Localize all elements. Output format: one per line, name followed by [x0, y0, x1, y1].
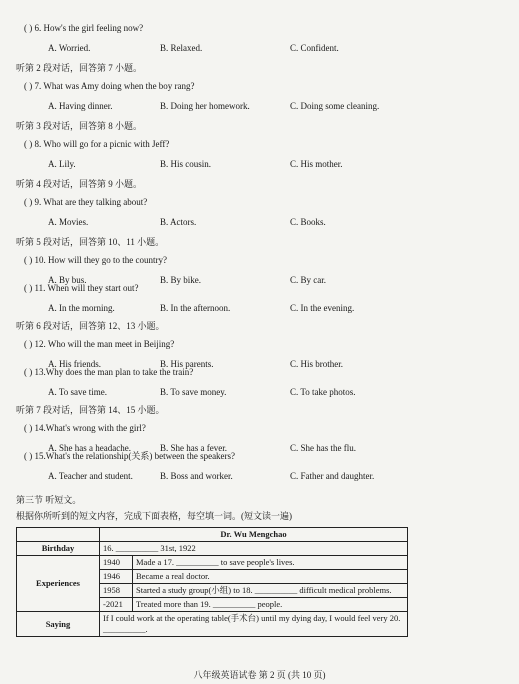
answer-option: C. To take photos. [290, 387, 356, 397]
saying-label: Saying [17, 612, 100, 637]
answer-option: B. By bike. [160, 275, 202, 285]
exp-text: Became a real doctor. [133, 570, 408, 584]
question-text: ( ) 15.What's the relationship(关系) between the speakers? [24, 451, 236, 461]
answer-option: A. Lily. [48, 159, 76, 169]
answer-option: B. Actors. [160, 217, 197, 227]
question-text: ( ) 6. How's the girl feeling now? [24, 23, 144, 33]
answer-option: A. Having dinner. [48, 101, 113, 111]
section-title: 第三节 听短文。 [16, 495, 82, 505]
saying-text: If I could work at the operating table(手术台) until my dying day, I would feel very 20. __________. [100, 612, 408, 637]
birthday-value: 16. __________ 31st, 1922 [100, 542, 408, 556]
experiences-label: Experiences [17, 556, 100, 612]
page-footer: 八年级英语试卷 第 2 页 (共 10 页) [193, 670, 326, 680]
exp-text: Treated more than 19. __________ people. [133, 598, 408, 612]
answer-option: C. His brother. [290, 359, 343, 369]
section-header: 听第 5 段对话，回答第 10、11 小题。 [16, 237, 165, 247]
answer-option: B. Doing her homework. [160, 101, 250, 111]
answer-option: A. Movies. [48, 217, 89, 227]
answer-option: C. Doing some cleaning. [290, 101, 380, 111]
question-text: ( ) 10. How will they go to the country? [24, 255, 167, 265]
exp-year: -2021 [100, 598, 133, 612]
section-instruction: 根据你所听到的短文内容，完成下面表格，每空填一词。(短文读一遍) [16, 511, 292, 521]
question-text: ( ) 14.What's wrong with the girl? [24, 423, 146, 433]
answer-option: A. Worried. [48, 43, 91, 53]
answer-option: B. His cousin. [160, 159, 212, 169]
answer-option: B. To save money. [160, 387, 227, 397]
exp-text: Made a 17. __________ to save people's lives. [133, 556, 408, 570]
answer-option: A. To save time. [48, 387, 107, 397]
answer-option: C. Books. [290, 217, 326, 227]
question-text: ( ) 11. When will they start out? [24, 283, 139, 293]
answer-option: B. His parents. [160, 359, 214, 369]
table-heading: Dr. Wu Mengchao [100, 528, 408, 542]
section-header: 听第 4 段对话，回答第 9 小题。 [16, 179, 143, 189]
answer-option: A. She has a headache. [48, 443, 131, 453]
answer-option: C. Father and daughter. [290, 471, 375, 481]
question-text: ( ) 7. What was Amy doing when the boy rang? [24, 81, 195, 91]
answer-option: B. Relaxed. [160, 43, 203, 53]
section-header: 听第 2 段对话，回答第 7 小题。 [16, 63, 143, 73]
section-header: 听第 3 段对话，回答第 8 小题。 [16, 121, 143, 131]
section-header: 听第 7 段对话，回答第 14、15 小题。 [16, 405, 165, 415]
answer-option: A. His friends. [48, 359, 101, 369]
question-text: ( ) 12. Who will the man meet in Beijing? [24, 339, 175, 349]
answer-option: A. By bus. [48, 275, 87, 285]
answer-option: C. His mother. [290, 159, 343, 169]
birthday-label: Birthday [17, 542, 100, 556]
answer-option: B. Boss and worker. [160, 471, 233, 481]
exp-year: 1940 [100, 556, 133, 570]
question-text: ( ) 13.Why does the man plan to take the train? [24, 367, 194, 377]
answer-table [16, 527, 408, 637]
exp-year: 1958 [100, 584, 133, 598]
answer-option: C. Confident. [290, 43, 339, 53]
answer-option: B. In the afternoon. [160, 303, 231, 313]
question-text: ( ) 8. Who will go for a picnic with Jeff? [24, 139, 170, 149]
answer-option: A. Teacher and student. [48, 471, 133, 481]
answer-option: C. In the evening. [290, 303, 355, 313]
exp-year: 1946 [100, 570, 133, 584]
section-header: 听第 6 段对话，回答第 12、13 小题。 [16, 321, 165, 331]
question-text: ( ) 9. What are they talking about? [24, 197, 148, 207]
answer-option: A. In the morning. [48, 303, 115, 313]
answer-option: C. By car. [290, 275, 326, 285]
answer-option: B. She has a fever. [160, 443, 227, 453]
answer-option: C. She has the flu. [290, 443, 356, 453]
table-corner [17, 528, 100, 542]
exp-text: Started a study group(小组) to 18. __________ difficult medical problems. [133, 584, 408, 598]
